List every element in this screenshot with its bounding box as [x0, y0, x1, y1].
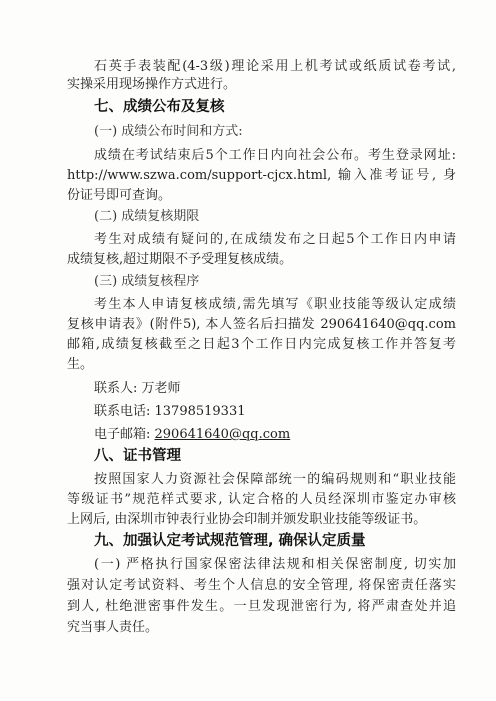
section-7-para-3-line-3: 邮箱,成绩复核截至之日起3个工作日内完成复核工作并答复考 [67, 337, 456, 352]
section-7-para-3-end: 生。 [67, 357, 94, 372]
section-7-para-1-url-line: http://www.szwa.com/support-cjcx.html, 输入准考证号, 身 [67, 168, 456, 183]
section-7-sub-1: (一) 成绩公布时间和方式: [94, 124, 243, 139]
contact-phone: 联系电话: 13798519331 [94, 404, 246, 419]
exam-method-text: 石英手表装配(4-3级)理论采用上机考试或纸质试卷考试, [94, 59, 456, 74]
email-link[interactable]: 290641640@qq.com [154, 427, 291, 442]
section-7-para-2-end: 成绩复核,超过期限不予受理复核成绩。 [67, 252, 293, 267]
contact-email [94, 426, 456, 444]
section-8-para-line-2: 等级证书”规范样式要求, 认定合格的人员经深圳市鉴定办审核 [67, 492, 456, 507]
section-9-para-end: 究当事人责任。 [67, 620, 159, 635]
section-9-para-line-3: 到人, 杜绝泄密事件发生。一旦发现泄密行为, 将严肃查处并追 [67, 599, 456, 614]
section-7-para-3: 考生本人申请复核成绩,需先填写《职业技能等级认定成绩 [94, 297, 456, 312]
section-7-para-1: 成绩在考试结束后5个工作日内向社会公布。考生登录网址: [94, 148, 456, 163]
section-9-para: (一) 严格执行国家保密法律法规和相关保密制度, 切实加 [94, 557, 456, 572]
section-9-heading: 九、加强认定考试规范管理, 确保认定质量 [94, 533, 366, 549]
section-7-para-2: 考生对成绩有疑问的,在成绩发布之日起5个工作日内申请 [94, 232, 456, 247]
section-7-para-3-line-2: 复核申请表》(附件5), 本人签名后扫描发 290641640@qq.com [67, 317, 456, 332]
exam-method-text-cont: 实操采用现场操作方式进行。 [67, 77, 237, 92]
section-8-heading: 八、证书管理 [94, 448, 181, 464]
section-7-para-1-end: 份证号即可查询。 [67, 188, 172, 203]
email-label: 电子邮箱: [94, 427, 155, 442]
section-7-heading: 七、成绩公布及复核 [94, 99, 225, 115]
section-9-para-line-2: 强对认定考试资料、考生个人信息的安全管理, 将保密责任落实 [67, 578, 456, 593]
section-7-sub-3: (三) 成绩复核程序 [94, 274, 200, 289]
contact-person: 联系人: 万老师 [94, 381, 181, 396]
section-8-para-end: 上网后, 由深圳市钟表行业协会印制并颁发职业技能等级证书。 [67, 512, 427, 527]
section-8-para: 按照国家人力资源社会保障部统一的编码规则和“职业技能 [94, 472, 456, 487]
section-7-sub-2: (二) 成绩复核期限 [94, 209, 200, 224]
